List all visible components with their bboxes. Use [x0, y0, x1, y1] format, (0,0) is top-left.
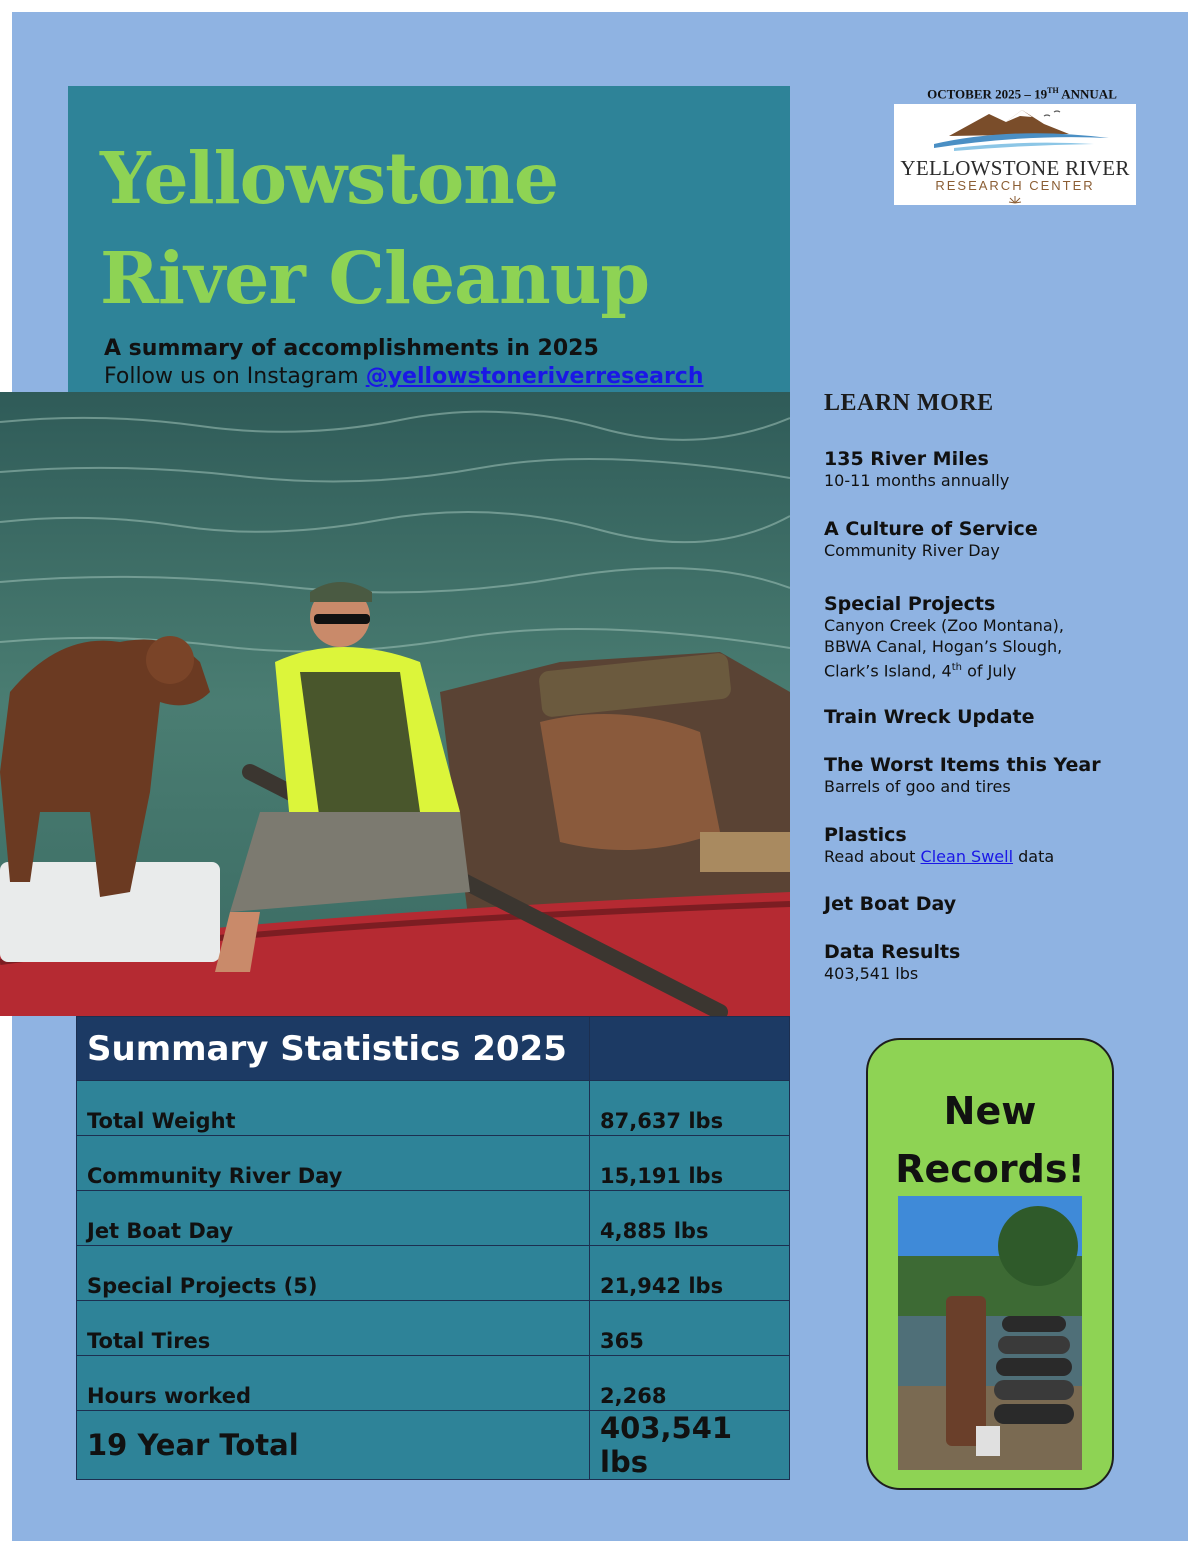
- item-subtext: 403,541 lbs: [824, 964, 919, 983]
- instagram-line: [104, 364, 704, 389]
- item-subtext-line: Canyon Creek (Zoo Montana),: [824, 616, 1064, 635]
- table-row: [77, 1356, 790, 1411]
- table-header-row: [77, 1017, 790, 1081]
- row-label: Total Tires: [77, 1301, 590, 1356]
- row-value: 21,942 lbs: [590, 1246, 790, 1301]
- item-heading: Plastics: [824, 824, 907, 846]
- instagram-link[interactable]: @yellowstoneriverresearch: [365, 364, 704, 389]
- item-subtext: Community River Day: [824, 541, 1000, 560]
- issue-ordinal: TH: [1047, 86, 1059, 95]
- table-header-empty: [590, 1017, 790, 1081]
- summary-statistics-table: [76, 1016, 790, 1480]
- title-line-1: Yellowstone: [100, 136, 559, 220]
- learn-more-item-jet-boat-day[interactable]: [824, 893, 956, 915]
- item-heading: A Culture of Service: [824, 518, 1038, 540]
- item-subtext: [824, 846, 1054, 867]
- follow-prefix: Follow us on Instagram: [104, 364, 366, 389]
- item-heading: Special Projects: [824, 593, 996, 615]
- row-label: Total Weight: [77, 1081, 590, 1136]
- issue-month: OCTOBER 2025 – 19: [927, 86, 1048, 102]
- item-heading: The Worst Items this Year: [824, 754, 1101, 776]
- records-title-line-2: Records!: [895, 1147, 1085, 1191]
- table-row: [77, 1081, 790, 1136]
- logo-text-primary: YELLOWSTONE RIVER: [900, 156, 1130, 180]
- row-label: Hours worked: [77, 1356, 590, 1411]
- mountain-logo-icon: [894, 104, 1136, 164]
- total-label: 19 Year Total: [77, 1411, 590, 1480]
- river-cleanup-photo: [0, 392, 790, 1016]
- total-value: 403,541 lbs: [590, 1411, 790, 1480]
- table-total-row: [77, 1411, 790, 1480]
- learn-more-item-culture-of-service[interactable]: [824, 518, 1038, 561]
- issue-suffix: ANNUAL: [1058, 86, 1117, 102]
- clean-swell-link[interactable]: Clean Swell: [920, 847, 1014, 866]
- issue-date: [898, 86, 1146, 102]
- research-center-logo: [894, 104, 1136, 205]
- learn-more-item-train-wreck[interactable]: [824, 706, 1035, 728]
- table-row: [77, 1246, 790, 1301]
- page-title: [100, 128, 760, 328]
- item-heading: Jet Boat Day: [824, 893, 957, 915]
- item-subtext-line: BBWA Canal, Hogan’s Slough,: [824, 637, 1063, 656]
- subtext-ordinal: th: [951, 662, 962, 673]
- table-title: Summary Statistics 2025: [77, 1017, 590, 1081]
- table-row: [77, 1301, 790, 1356]
- learn-more-item-plastics[interactable]: [824, 824, 1054, 867]
- records-title-line-1: New: [943, 1089, 1037, 1133]
- row-value: 87,637 lbs: [590, 1081, 790, 1136]
- subtext-part: Clark’s Island, 4: [824, 661, 952, 681]
- learn-more-item-data-results[interactable]: [824, 941, 960, 984]
- subtext-part: of July: [962, 661, 1017, 681]
- row-label: Special Projects (5): [77, 1246, 590, 1301]
- item-subtext: Barrels of goo and tires: [824, 777, 1011, 796]
- row-value: 15,191 lbs: [590, 1136, 790, 1191]
- row-value: 2,268: [590, 1356, 790, 1411]
- row-label: Jet Boat Day: [77, 1191, 590, 1246]
- sun-icon: [1008, 194, 1022, 204]
- item-subtext: 10-11 months annually: [824, 471, 1010, 490]
- item-heading: Data Results: [824, 941, 961, 963]
- table-row: [77, 1136, 790, 1191]
- title-line-2: River Cleanup: [100, 236, 650, 320]
- new-records-title: [868, 1082, 1112, 1198]
- subtitle: A summary of accomplishments in 2025: [104, 336, 599, 361]
- table-row: [77, 1191, 790, 1246]
- tires-barrel-photo: [898, 1196, 1082, 1470]
- row-value: 365: [590, 1301, 790, 1356]
- learn-more-item-worst-items[interactable]: [824, 754, 1101, 797]
- new-records-card: [866, 1038, 1114, 1490]
- item-heading: Train Wreck Update: [824, 706, 1035, 728]
- logo-text-secondary: RESEARCH CENTER: [935, 178, 1095, 193]
- item-subtext-line: [824, 657, 1064, 681]
- subtext-prefix: Read about: [824, 847, 921, 866]
- learn-more-heading: LEARN MORE: [824, 390, 994, 416]
- item-heading: 135 River Miles: [824, 448, 989, 470]
- subtext-suffix: data: [1013, 847, 1055, 866]
- row-value: 4,885 lbs: [590, 1191, 790, 1246]
- learn-more-item-special-projects[interactable]: [824, 593, 1064, 681]
- learn-more-item-river-miles[interactable]: [824, 448, 1009, 491]
- row-label: Community River Day: [77, 1136, 590, 1191]
